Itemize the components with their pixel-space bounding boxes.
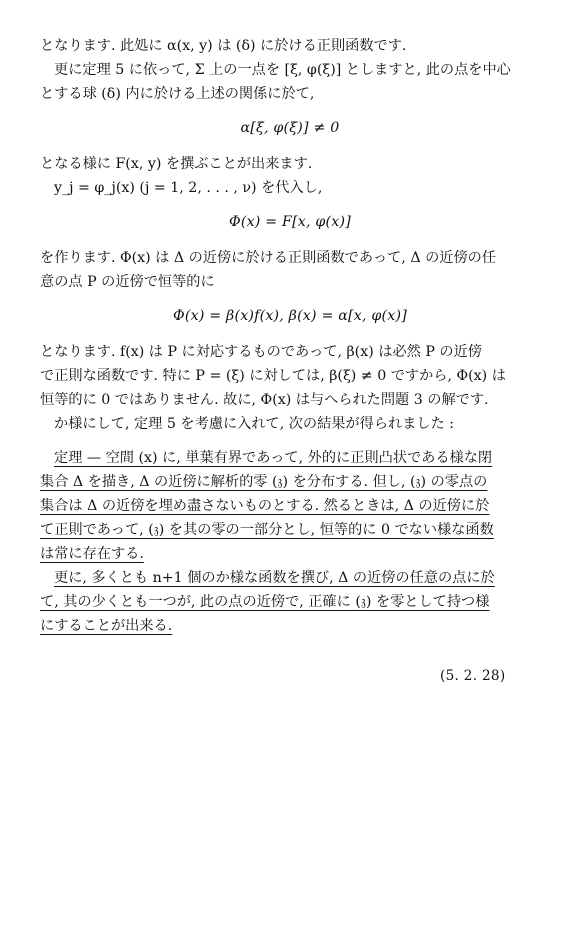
paragraph-4 [40, 340, 540, 436]
text-line: となります. f(x) は P に対応するものであって, β(x) は必然 P の近傍 [40, 344, 482, 360]
text-line: となる様に F(x, y) を撰ぶことが出来ます. [40, 156, 313, 172]
text-line: とする球 (δ) 内に於ける上述の関係に於て, [40, 86, 315, 102]
theorem-line: は常に存在する. [40, 546, 144, 562]
theorem-line: て, 其の少くとも一つが, 此の点の近傍で, 正確に (𝔷) を零として持つ様 [40, 594, 490, 610]
theorem-line: 定理 — 空間 (x) に, 単葉有界であって, 外的に正則凸状である様な閉 [54, 450, 493, 466]
equation-2: Φ(x) = F[x, φ(x)] [229, 214, 351, 230]
paragraph-2 [40, 152, 540, 200]
theorem-line: にすることが出来る. [40, 618, 173, 634]
equation-3: Φ(x) = β(x)f(x), β(x) = α[x, φ(x)] [173, 308, 407, 324]
theorem-line: て正則であって, (𝔷) を其の零の一部分とし, 恒等的に 0 でない様な函数 [40, 522, 494, 538]
document-page [40, 34, 540, 638]
text-line: となります. 此処に α(x, y) は (δ) に於ける正則函数です. [40, 38, 407, 54]
theorem-line: 更に, 多くとも n+1 個のか様な函数を撰び, Δ の近傍の任意の点に於 [54, 570, 495, 586]
text-line: を作ります. Φ(x) は Δ の近傍に於ける正則函数であって, Δ の近傍の任 [40, 250, 497, 266]
paragraph-1 [40, 34, 540, 106]
text-line: 更に定理 5 に依って, Σ 上の一点を [ξ, φ(ξ)] としますと, 此の点を中心 [54, 62, 511, 78]
theorem-continuation [40, 566, 540, 638]
equation-1: α[ξ, φ(ξ)] ≠ 0 [240, 120, 340, 136]
text-line: 恒等的に 0 ではありません. 故に, Φ(x) は与へられた問題 3 の解です. [40, 392, 489, 408]
text-line: か様にして, 定理 5 を考慮に入れて, 次の結果が得られました : [54, 416, 455, 432]
text-line: y_j = φ_j(x) (j = 1, 2, . . . , ν) を代入し, [54, 180, 323, 196]
theorem-line: 集合は Δ の近傍を埋め盡さないものとする. 然るときは, Δ の近傍に於 [40, 498, 490, 514]
text-line: で正則な函数です. 特に P = (ξ) に対しては, β(ξ) ≠ 0 ですから, Φ(x) は [40, 368, 506, 384]
paragraph-3 [40, 246, 540, 294]
text-line: 意の点 P の近傍で恒等的に [40, 274, 215, 290]
theorem-block [40, 446, 540, 566]
theorem-line: 集合 Δ を描き, Δ の近傍に解析的零 (𝔷) を分布する. 但し, (𝔷) の零点の [40, 474, 488, 490]
dateline: (5. 2. 28) [440, 668, 506, 684]
